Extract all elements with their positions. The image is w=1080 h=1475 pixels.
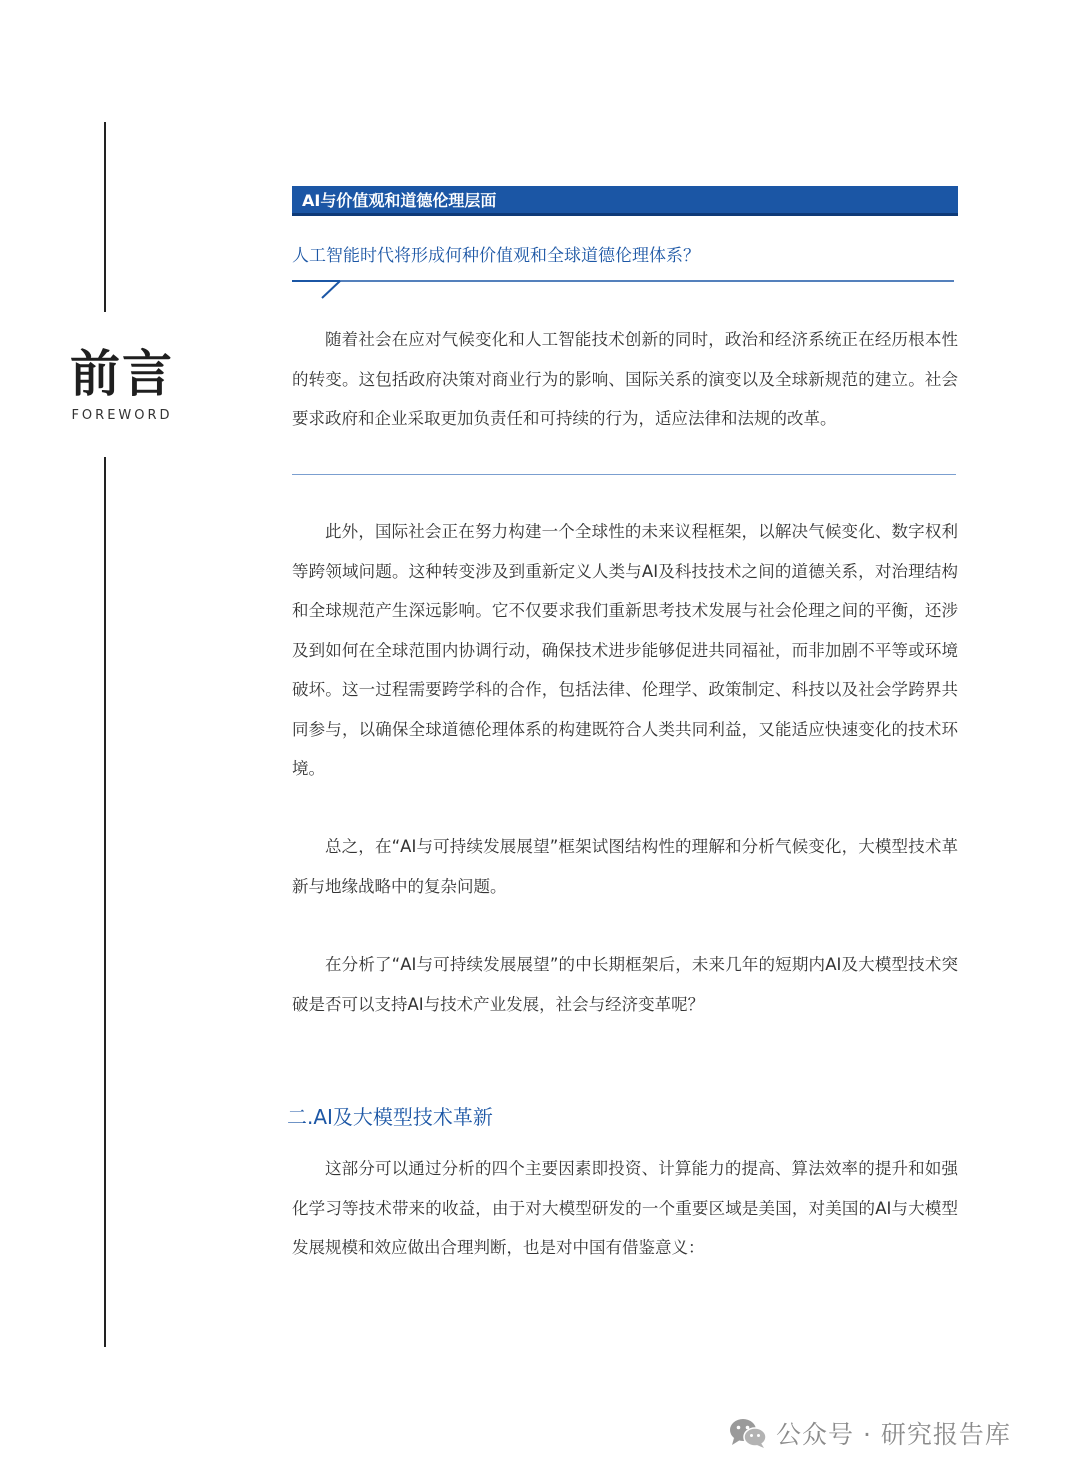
sidebar-rule-top: [104, 122, 106, 312]
paragraph-section-intro: 这部分可以通过分析的四个主要因素即投资、计算能力的提高、算法效率的提升和如强化学习等技术带来的收益，由于对大模型研发的一个重要区域是美国，对美国的AI与大模型发展规模和效应做出合理判断，也是对中国有借鉴意义：: [292, 1159, 958, 1257]
section-heading: 二.AI及大模型技术革新: [287, 1105, 493, 1129]
sidebar-title: [68, 342, 176, 423]
section-banner-label: AI与价值观和道德伦理层面: [302, 191, 497, 210]
paragraph-summary: 总之，在“AI与可持续发展展望”框架试图结构性的理解和分析气候变化，大模型技术革新与地缘战略中的复杂问题。: [292, 837, 958, 896]
watermark: [728, 1414, 1011, 1452]
sidebar-title-zh: 前言: [70, 345, 174, 403]
watermark-text: 公众号 · 研究报告库: [776, 1420, 1011, 1449]
paragraph-question: 在分析了“AI与可持续发展展望”的中长期框架后，未来几年的短期内AI及大模型技术突破是否可以支持AI与技术产业发展，社会与经济变革呢？: [292, 955, 958, 1014]
divider: [292, 474, 956, 475]
subtitle-underline-decoration: [292, 276, 958, 302]
paragraph-global-agenda: 此外，国际社会正在努力构建一个全球性的未来议程框架，以解决气候变化、数字权利等跨领域问题。这种转变涉及到重新定义人类与AI及科技技术之间的道德关系，对治理结构和全球规范产生深远影响。它不仅要求我们重新思考技术发展与社会伦理之间的平衡，还涉及到如何在全球范围内协调行动，确保技术进步能够促进共同福祉，而非加剧不平等或环境破坏。这一过程需要跨学科的合作，包括法律、伦理学、政策制定、科技以及社会学跨界共同参与，以确保全球道德伦理体系的构建既符合人类共同利益，又能适应快速变化的技术环境。: [292, 522, 958, 778]
wechat-icon: [728, 1416, 768, 1450]
sidebar-title-en: FOREWORD: [71, 408, 173, 423]
paragraph-intro: 随着社会在应对气候变化和人工智能技术创新的同时，政治和经济系统正在经历根本性的转变。这包括政府决策对商业行为的影响、国际关系的演变以及全球新规范的建立。社会要求政府和企业采取更加负责任和可持续的行为，适应法律和法规的改革。: [292, 330, 958, 428]
section-banner: [292, 186, 958, 216]
question-subtitle: 人工智能时代将形成何种价值观和全球道德伦理体系？: [292, 246, 700, 266]
sidebar-rule-bottom: [104, 457, 106, 1347]
